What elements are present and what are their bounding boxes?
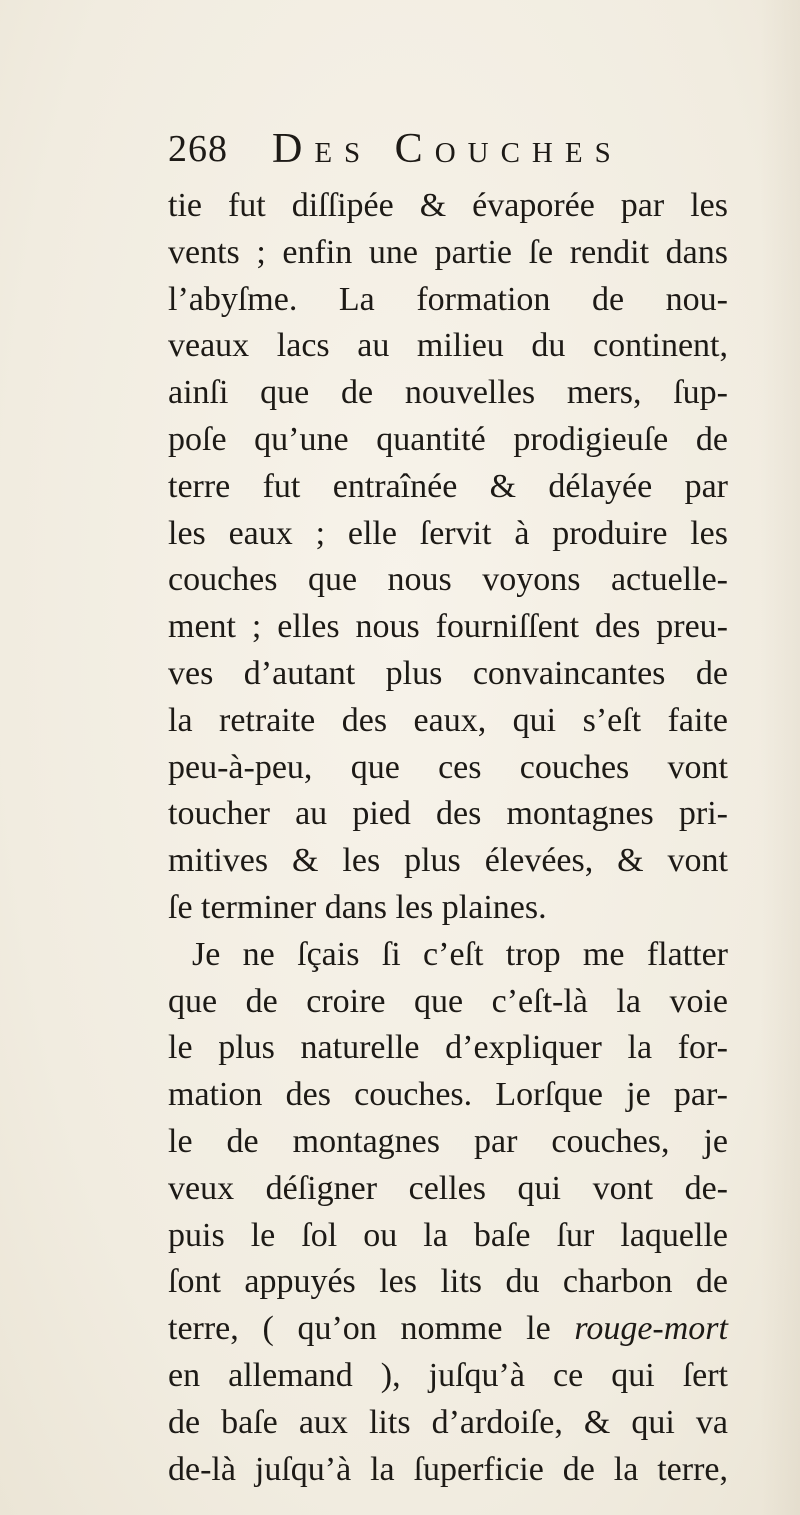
text-line: poſe qu’une quantité prodigieuſe de xyxy=(168,420,728,458)
paragraph-end-line: ſe terminer dans les plaines. xyxy=(168,888,547,926)
text-line: puis le ſol ou la baſe ſur laquelle xyxy=(168,1216,728,1254)
text-line: de-là juſqu’à la ſuperficie de la terre, xyxy=(168,1450,728,1488)
text-segment: terre, ( qu’on nomme le xyxy=(168,1310,551,1348)
text-line: que de croire que c’eſt-là la voie xyxy=(168,982,728,1020)
text-line: ainſi que de nouvelles mers, ſup- xyxy=(168,374,728,412)
italic-term: rouge-mort xyxy=(574,1310,728,1348)
text-line: de baſe aux lits d’ardoiſe, & qui va xyxy=(168,1403,728,1441)
text-line: tie fut diſſipée & évaporée par les xyxy=(168,187,728,224)
text-line: les eaux ; elle ſervit à produire les xyxy=(168,514,728,552)
text-line: mitives & les plus élevées, & vont xyxy=(168,842,728,880)
text-line: la retraite des eaux, qui s’eſt faite xyxy=(168,701,728,739)
text-line: l’abyſme. La formation de nou- xyxy=(168,280,728,318)
text-line: le de montagnes par couches, je xyxy=(168,1122,728,1160)
text-line: en allemand ), juſqu’à ce qui ſert xyxy=(168,1356,728,1394)
text-line: veux déſigner celles qui vont de- xyxy=(168,1169,728,1207)
text-line: mation des couches. Lorſque je par- xyxy=(168,1076,728,1114)
text-line: le plus naturelle d’expliquer la for- xyxy=(168,1029,728,1067)
body-text xyxy=(168,183,728,1493)
page-header xyxy=(168,126,728,176)
text-line: vents ; enfin une partie ſe rendit dans xyxy=(168,233,728,271)
text-line: terre fut entraînée & délayée par xyxy=(168,467,728,505)
text-line: ſont appuyés les lits du charbon de xyxy=(168,1263,728,1301)
text-line: toucher au pied des montagnes pri- xyxy=(168,795,728,833)
text-line: peu-à-peu, que ces couches vont xyxy=(168,748,728,786)
page-number: 268 xyxy=(168,128,228,170)
text-line: ment ; elles nous fourniſſent des preu- xyxy=(168,608,728,646)
text-line: ves d’autant plus convaincantes de xyxy=(168,654,728,692)
page-edge-shading xyxy=(760,0,800,1515)
text-line: couches que nous voyons actuelle- xyxy=(168,561,728,599)
running-head: Des Couches xyxy=(272,126,623,172)
text-line-with-italic xyxy=(168,1306,728,1353)
paragraph-start-line: Je ne ſçais ſi c’eſt trop me flatter xyxy=(192,935,728,973)
text-line: veaux lacs au milieu du continent, xyxy=(168,327,728,365)
